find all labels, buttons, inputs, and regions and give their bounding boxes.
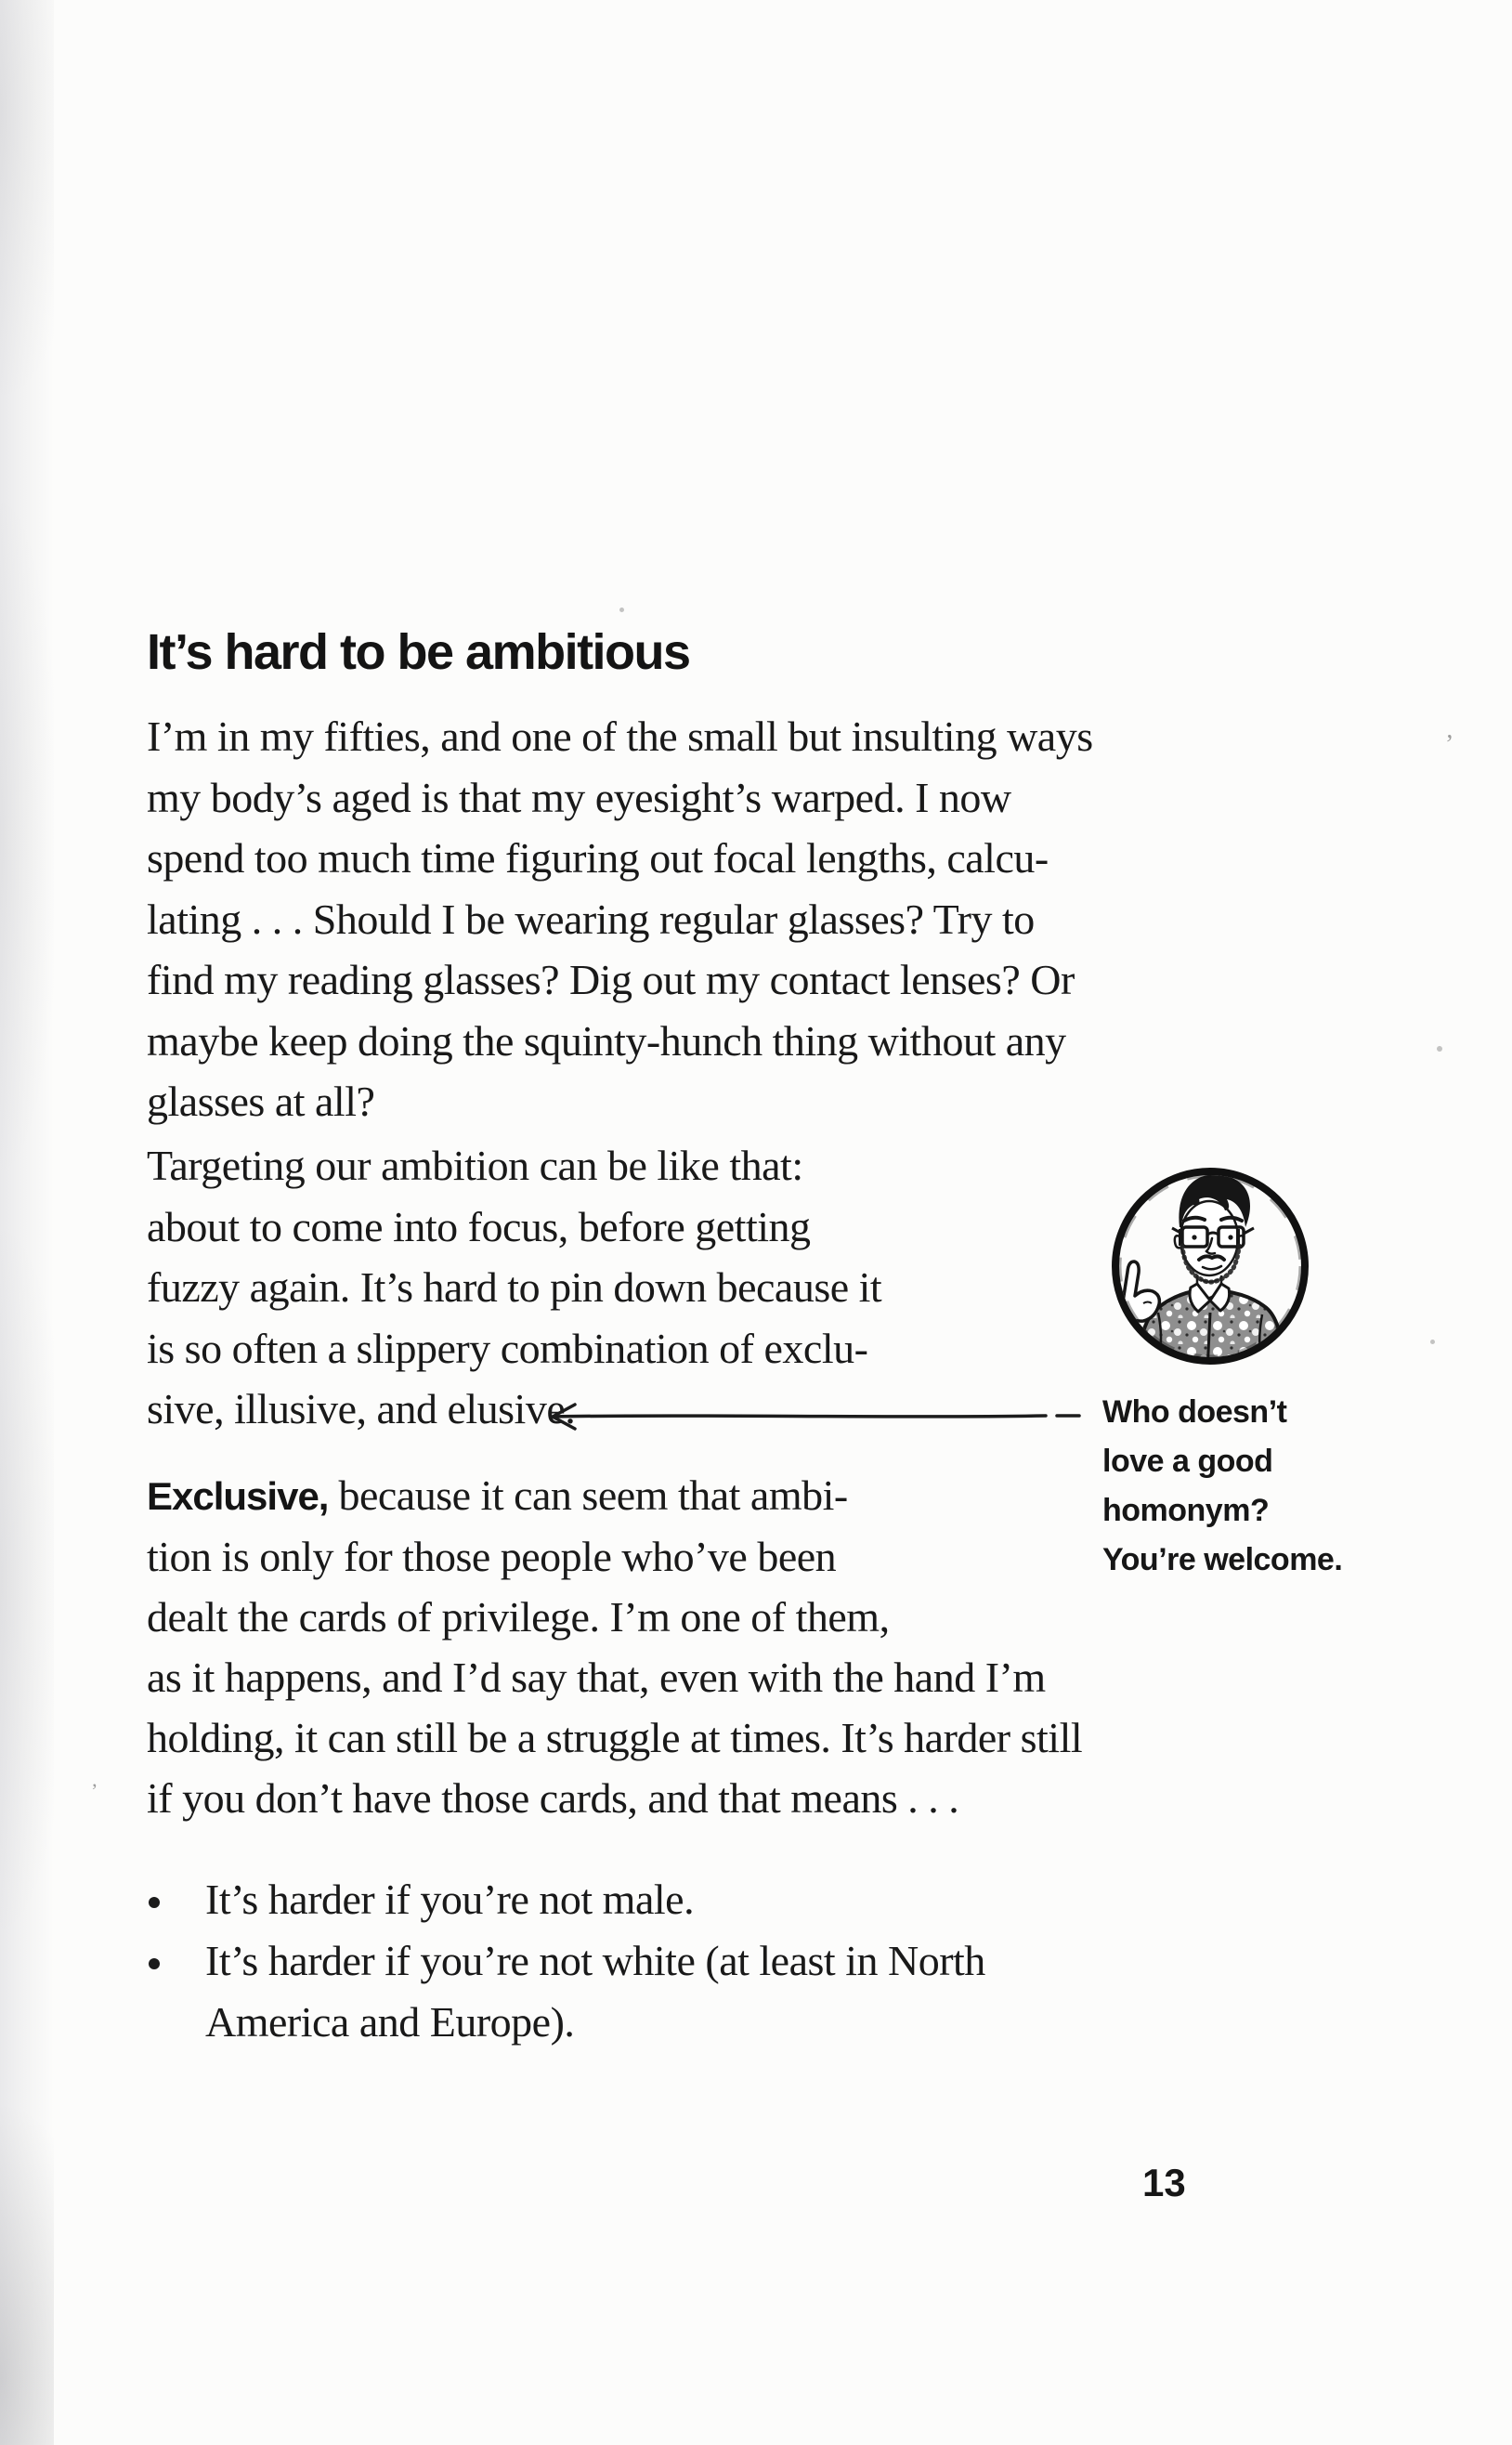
illustration-man-pointing-up — [1106, 1162, 1314, 1370]
text-line: It’s harder if you’re not male. — [205, 1876, 695, 1923]
scan-speck — [619, 608, 624, 612]
text-line: about to come into focus, before getting — [147, 1202, 811, 1250]
margin-note-line: You’re welcome. — [1102, 1542, 1343, 1577]
margin-note-line: homonym? — [1102, 1493, 1270, 1528]
text-line: if you don’t have those cards, and that means . . . — [147, 1774, 959, 1822]
text-line: dealt the cards of privilege. I’m one of them, — [147, 1593, 890, 1641]
text-line: spend too much time figuring out focal lengths, calcu- — [147, 834, 1049, 882]
bullet-text — [205, 1869, 694, 1930]
text-line: sive, illusive, and elusive. — [147, 1385, 576, 1432]
paragraph-2 — [147, 1135, 881, 1440]
bullet-text — [205, 1930, 985, 2053]
page-gutter-shadow — [0, 0, 54, 2445]
paragraph-3 — [147, 1465, 1082, 1828]
text-line: is so often a slippery combination of exclu- — [147, 1324, 868, 1372]
text-line: fuzzy again. It’s hard to pin down because it — [147, 1263, 882, 1311]
bullet-icon — [149, 1897, 160, 1908]
margin-note-line: love a good — [1102, 1444, 1273, 1479]
text-span: because it can seem that ambi- — [328, 1471, 848, 1519]
margin-note-line: Who doesn’t — [1102, 1394, 1287, 1430]
bold-lead-word: Exclusive, — [147, 1474, 329, 1518]
paragraph-1 — [147, 706, 1093, 1132]
text-line: find my reading glasses? Dig out my contact lenses? Or — [147, 956, 1075, 1003]
bullet-icon — [149, 1958, 160, 1969]
list-item — [147, 1930, 985, 2053]
margin-note — [1102, 1388, 1342, 1585]
scan-speck: ’ — [91, 1779, 98, 1802]
text-line: holding, it can still be a struggle at times. It’s harder still — [147, 1714, 1083, 1761]
page-number: 13 — [1142, 2161, 1186, 2204]
arrow-to-margin-note-icon — [546, 1401, 1088, 1432]
list-item — [147, 1869, 985, 1930]
scan-speck — [1437, 1046, 1442, 1052]
paragraph-3-continued — [147, 1526, 1082, 1828]
text-line: It’s harder if you’re not white (at least in North — [205, 1937, 985, 1984]
text-line: maybe keep doing the squinty-hunch thing without any — [147, 1016, 1066, 1065]
text-line: my body’s aged is that my eyesight’s warped. I now — [147, 773, 1011, 821]
text-line: as it happens, and I’d say that, even with the hand I’m — [147, 1654, 1046, 1701]
text-line: America and Europe). — [205, 1998, 575, 2046]
text-line: Targeting our ambition can be like that: — [147, 1142, 803, 1189]
section-heading: It’s hard to be ambitious — [147, 624, 690, 680]
scan-speck — [1430, 1340, 1435, 1344]
text-line: tion is only for those people who’ve been — [147, 1533, 837, 1580]
bullet-list — [147, 1869, 985, 2053]
text-line: I’m in my fifties, and one of the small but insulting ways — [147, 713, 1093, 760]
text-line: glasses at all? — [147, 1078, 375, 1125]
text-line: lating . . . Should I be wearing regular glasses? Try to — [147, 895, 1035, 943]
text-line — [147, 1465, 1082, 1526]
scan-speck: ’ — [1445, 730, 1454, 759]
